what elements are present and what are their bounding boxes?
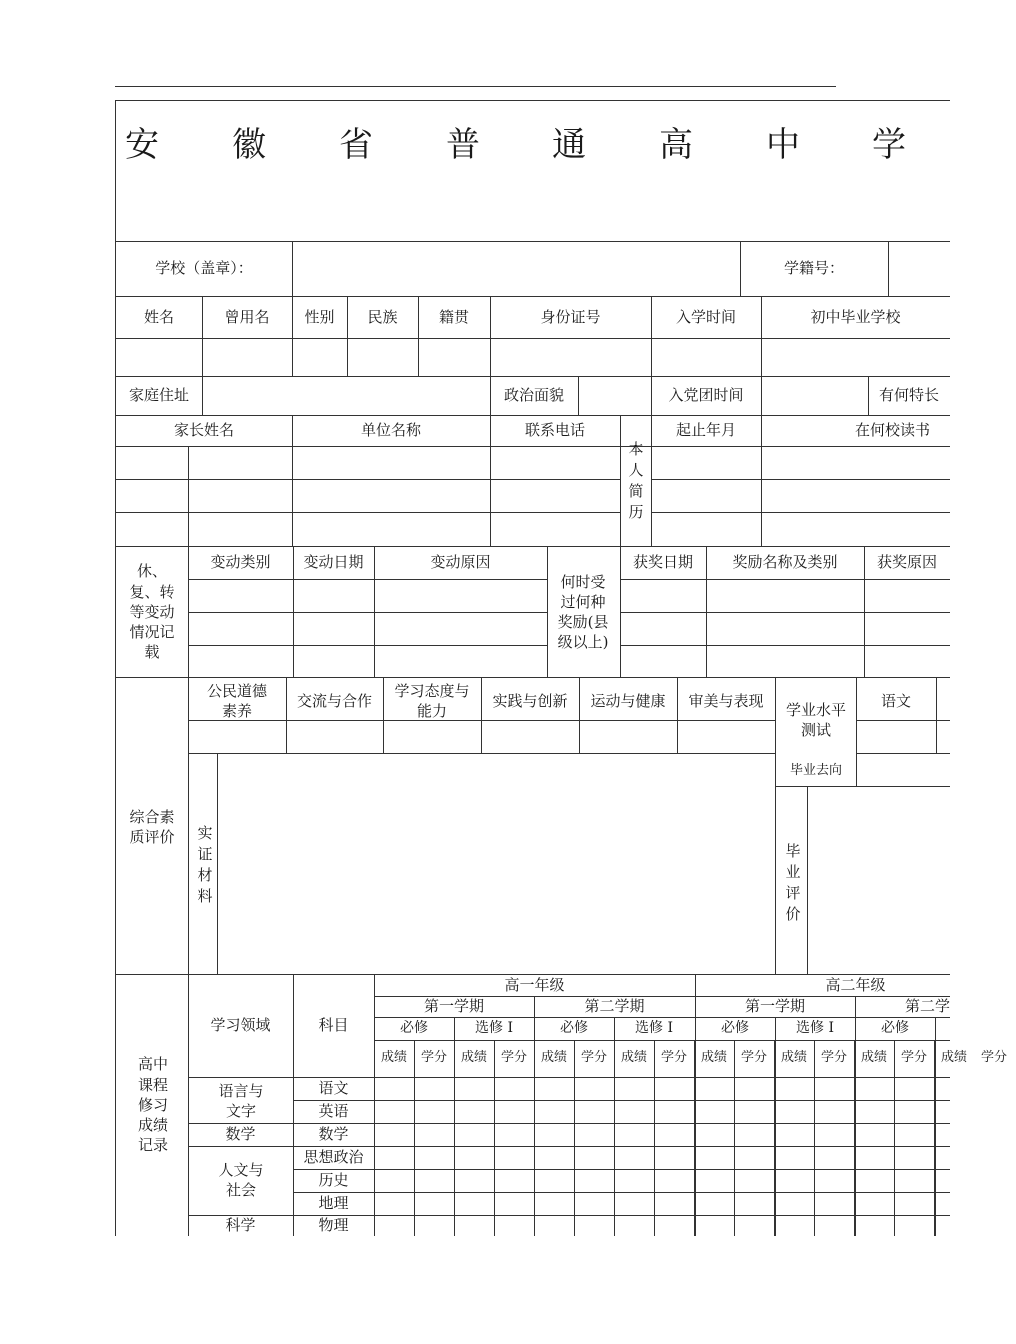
ethnicity-header: 民族 xyxy=(367,307,398,326)
award-date-header: 获奖日期 xyxy=(632,553,693,572)
grid-line xyxy=(115,100,950,101)
grid-line xyxy=(807,786,808,974)
grid-line xyxy=(454,1017,455,1236)
party-join-time-label: 入党团时间 xyxy=(668,386,744,405)
grid-line xyxy=(775,1017,776,1236)
grid-line xyxy=(620,579,950,580)
political-status-label: 政治面貌 xyxy=(503,386,564,405)
grid-line xyxy=(188,645,547,646)
graduation-eval-label: 毕业评价 xyxy=(785,842,801,923)
grid-line xyxy=(115,512,620,513)
evidence-label: 实证材料 xyxy=(197,824,213,905)
grid-line xyxy=(188,579,547,580)
credit-header: 学分 xyxy=(660,1050,687,1066)
elective-header: 选修 I xyxy=(796,1020,834,1037)
g2-sem1-header: 第一学期 xyxy=(744,997,805,1016)
grid-line xyxy=(614,1017,615,1236)
grid-line xyxy=(202,376,203,415)
student-number-label: 学籍号： xyxy=(783,259,844,278)
award-reason-header: 获奖原因 xyxy=(876,553,937,572)
grid-line xyxy=(935,1017,936,1236)
phone-header: 联系电话 xyxy=(524,421,585,440)
change-date-header: 变动日期 xyxy=(303,553,364,572)
former-name-header: 曾用名 xyxy=(224,307,270,326)
change-type-header: 变动类别 xyxy=(210,553,271,572)
score-header: 成绩 xyxy=(620,1050,647,1066)
score-header: 成绩 xyxy=(460,1050,487,1066)
grid-line xyxy=(888,241,889,296)
awards-label: 何时受过何种奖励(县级以上) xyxy=(557,572,609,652)
grid-line xyxy=(188,446,189,546)
school-studied-header: 在何校读书 xyxy=(855,421,931,440)
name-header: 姓名 xyxy=(143,307,174,326)
grid-line xyxy=(383,677,384,753)
grid-line xyxy=(894,1040,895,1236)
grid-line xyxy=(115,446,950,447)
subject-english: 英语 xyxy=(318,1102,349,1121)
civic-header: 公民道德素养 xyxy=(206,681,267,720)
title-char: 省 xyxy=(339,125,373,165)
subject-history: 历史 xyxy=(318,1171,349,1190)
junior-school-header: 初中毕业学校 xyxy=(810,307,901,326)
grid-line xyxy=(293,1100,950,1101)
gender-header: 性别 xyxy=(304,307,335,326)
change-reason-header: 变动原因 xyxy=(430,553,491,572)
title-char: 徽 xyxy=(232,125,266,165)
g1-sem2-header: 第二学期 xyxy=(584,997,645,1016)
enroll-time-header: 入学时间 xyxy=(675,307,736,326)
title-char: 中 xyxy=(766,125,800,165)
field-header: 学习领域 xyxy=(210,1016,271,1035)
score-header: 成绩 xyxy=(860,1050,887,1066)
changes-label: 休、复、转等变动情况记载 xyxy=(129,562,175,662)
title-char: 学 xyxy=(872,125,906,165)
grid-line xyxy=(734,1040,735,1236)
period-header: 起止年月 xyxy=(675,421,736,440)
credit-header: 学分 xyxy=(820,1050,847,1066)
grade1-header: 高一年级 xyxy=(504,976,565,995)
score-header: 成绩 xyxy=(780,1050,807,1066)
academic-test-label: 学业水平测试 xyxy=(785,700,846,739)
grid-line xyxy=(188,753,775,754)
grid-line xyxy=(217,753,218,974)
g1-sem1-header: 第一学期 xyxy=(423,997,484,1016)
grid-line xyxy=(761,376,762,415)
score-header: 成绩 xyxy=(540,1050,567,1066)
title-char: 通 xyxy=(552,125,586,165)
grid-line xyxy=(293,1169,950,1170)
credit-header: 学分 xyxy=(420,1050,447,1066)
area-math: 数学 xyxy=(225,1125,256,1144)
score-header: 成绩 xyxy=(380,1050,407,1066)
grid-line xyxy=(694,1040,695,1236)
grid-line xyxy=(654,1040,655,1236)
grid-line xyxy=(814,1040,815,1236)
sports-header: 运动与健康 xyxy=(590,691,666,710)
grid-line xyxy=(620,645,950,646)
grid-line xyxy=(494,1040,495,1236)
practice-header: 实践与创新 xyxy=(492,691,568,710)
grid-line xyxy=(547,546,548,677)
credit-header: 学分 xyxy=(740,1050,767,1066)
grid-line xyxy=(774,1040,775,1236)
credit-header: 学分 xyxy=(980,1050,1007,1066)
grid-line xyxy=(775,677,776,974)
subject-math: 数学 xyxy=(318,1125,349,1144)
credit-header: 学分 xyxy=(900,1050,927,1066)
area-humanities: 人文与社会 xyxy=(218,1160,264,1199)
subject-politics: 思想政治 xyxy=(303,1148,364,1167)
required-header: 必修 xyxy=(400,1020,428,1037)
attitude-header: 学习态度与能力 xyxy=(394,681,470,720)
school-stamp-label: 学校（盖章）： xyxy=(155,259,253,278)
destination-label: 毕业去向 xyxy=(789,762,842,778)
grid-line xyxy=(115,479,620,480)
work-unit-header: 单位名称 xyxy=(360,421,421,440)
score-header: 成绩 xyxy=(940,1050,967,1066)
id-number-header: 身份证号 xyxy=(540,307,601,326)
grid-line xyxy=(188,612,547,613)
grid-line xyxy=(620,415,621,546)
required-header: 必修 xyxy=(560,1020,588,1037)
grid-line xyxy=(414,1040,415,1236)
communication-header: 交流与合作 xyxy=(296,691,372,710)
grid-line xyxy=(936,677,937,753)
grid-line xyxy=(578,376,579,415)
native-place-header: 籍贯 xyxy=(438,307,469,326)
grid-line xyxy=(188,677,189,974)
required-header: 必修 xyxy=(881,1020,909,1037)
home-address-label: 家庭住址 xyxy=(128,386,189,405)
elective-header: 选修 I xyxy=(635,1020,673,1037)
required-header: 必修 xyxy=(721,1020,749,1037)
score-header: 成绩 xyxy=(700,1050,727,1066)
elective-header: 选修 I xyxy=(475,1020,513,1037)
grid-line xyxy=(651,479,950,480)
area-science: 科学 xyxy=(225,1216,256,1235)
subject-header: 科目 xyxy=(318,1016,349,1035)
grid-line xyxy=(115,677,950,678)
award-name-header: 奖励名称及类别 xyxy=(732,553,838,572)
title-char: 普 xyxy=(446,125,480,165)
credit-header: 学分 xyxy=(500,1050,527,1066)
title-char: 高 xyxy=(659,125,693,165)
grid-line xyxy=(115,338,950,339)
resume-label: 本人简历 xyxy=(628,440,644,521)
quality-label: 综合素质评价 xyxy=(129,807,175,846)
subject-physics: 物理 xyxy=(318,1216,349,1235)
g2-sem2-header: 第二学 xyxy=(905,997,951,1016)
specialty-label: 有何特长 xyxy=(878,386,939,405)
chinese-test-header: 语文 xyxy=(880,691,911,710)
grid-line xyxy=(854,1040,855,1236)
grid-line xyxy=(934,1040,935,1236)
subject-chinese: 语文 xyxy=(318,1079,349,1098)
grid-line xyxy=(856,753,950,754)
grid-line xyxy=(761,415,762,546)
grid-line xyxy=(292,241,293,296)
title-char: 安 xyxy=(125,125,159,165)
grid-line xyxy=(620,612,950,613)
area-language: 语言与文字 xyxy=(218,1081,264,1120)
aesthetics-header: 审美与表现 xyxy=(688,691,764,710)
top-rule xyxy=(115,86,836,87)
courses-label: 高中课程修习成绩记录 xyxy=(137,1055,168,1155)
grid-line xyxy=(293,1192,950,1193)
grade2-header: 高二年级 xyxy=(825,976,886,995)
parent-name-header: 家长姓名 xyxy=(173,421,234,440)
grid-line xyxy=(651,512,950,513)
credit-header: 学分 xyxy=(580,1050,607,1066)
subject-geography: 地理 xyxy=(318,1194,349,1213)
grid-line xyxy=(574,1040,575,1236)
